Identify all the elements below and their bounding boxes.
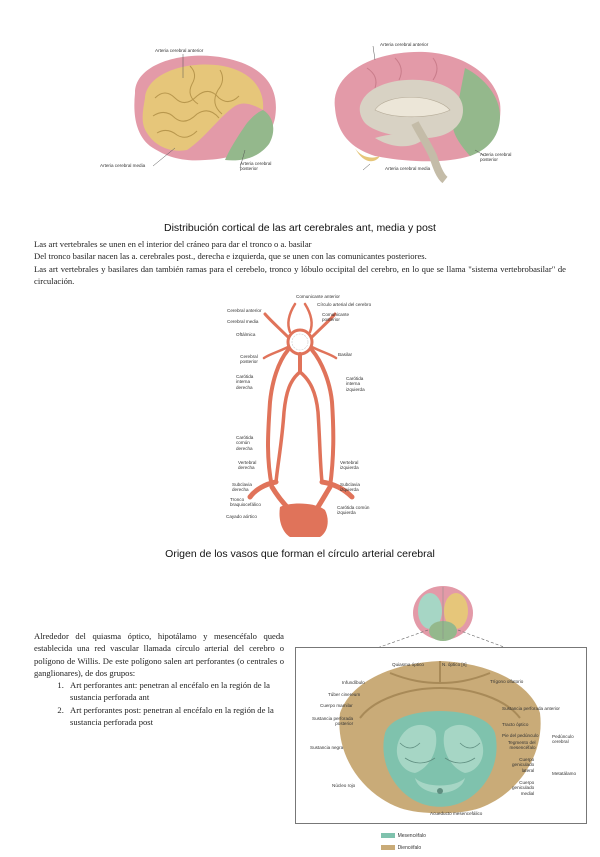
label-vertebral-derecha: Vertebral derecha: [238, 460, 257, 471]
label-cerebral-media: Cerebral media: [227, 319, 259, 324]
legend-label-diencefalo: Diencéfalo: [397, 844, 422, 851]
text-line-3: Las art vertebrales y basilares dan también ramas para el cerebelo, tronco y lóbulo occipital del cerebro, en lo que se llama "sistema vertebrobasilar" de circulación.: [34, 263, 566, 286]
label-nucleo-rojo: Núcleo rojo: [332, 783, 356, 788]
label-nervio-optico: N. óptico [II]: [442, 662, 467, 667]
label-cuerpo-geniculado-lateral: Cuerpo geniculado lateral: [512, 757, 535, 773]
caption-figure-2: Origen de los vasos que forman el círculo arterial cerebral: [165, 548, 435, 560]
paragraph-circle-of-willis: [34, 630, 284, 728]
label-pie-pedunculo: Pie del pedúnculo: [502, 733, 539, 738]
label-oftalmica: Oftálmica: [236, 332, 256, 337]
figure-arterial-origin: [220, 292, 380, 537]
label-vertebral-izquierda: Vertebral izquierda: [340, 460, 359, 471]
label-infundibulo: Infundíbulo: [342, 680, 365, 685]
label-tuber-cinereum: Túber cinereum: [328, 692, 361, 697]
label-cerebral-posterior: Cerebral posterior: [240, 354, 258, 365]
label-basilar: Basilar: [338, 352, 353, 357]
label-subclavia-izquierda: Subclavia izquierda: [340, 482, 360, 493]
legend: [375, 827, 426, 857]
text-line-1: Las art vertebrales se unen en el interior del cráneo para dar el tronco o a. basilar: [34, 239, 312, 249]
label-carotida-comun-izquierda: Carótida común izquierda: [337, 505, 370, 516]
text-willis-intro: Alrededor del quiasma óptico, hipotálamo y mesencéfalo queda establecida una red vascular llamada círculo arterial del cerebro o polígono de Willis. De este polígono salen art perforantes (o centrales o ganglionares), de dos grupos:: [34, 631, 284, 678]
label-lateral-middle: Arteria cerebral media: [100, 163, 146, 168]
label-carotida-comun-derecha: Carótida común derecha: [236, 435, 254, 451]
caption-figure-1: Distribución cortical de las art cerebrales ant, media y post: [164, 222, 436, 234]
label-carotida-interna-izquierda: Carótida interna izquierda: [346, 376, 365, 392]
label-quiasma-optico: Quiasma óptico: [392, 662, 424, 667]
label-comunicante-posterior: Comunicante posterior: [322, 312, 350, 323]
label-pedunculo-cerebral: Pedúnculo cerebral: [552, 734, 574, 745]
label-tegmento-mesencefalo: Tegmento del mesencéfalo: [508, 740, 536, 751]
list-item: 2. Art perforantes post: penetran al encéfalo en la región de la sustancia perforada post: [66, 704, 284, 729]
label-sustancia-perforada-anterior: Sustancia perforada anterior: [502, 706, 560, 711]
label-tronco-braquiocefalico: Tronco braquiocefálico: [230, 497, 261, 508]
label-cerebral-anterior: Cerebral anterior: [227, 308, 262, 313]
figure-brainstem-inferior-view: [290, 585, 590, 851]
label-lateral-anterior: Arteria cerebral anterior: [155, 48, 204, 53]
text-line-2: Del tronco basilar nacen las a. cerebrales post., derecha e izquierda, que se unen con las comunicantes posteriores.: [34, 251, 427, 262]
label-medial-middle: Arteria cerebral media: [385, 166, 431, 171]
label-subclavia-derecha: Subclavia derecha: [232, 482, 252, 493]
list-item: 1. Art perforantes ant: penetran al encéfalo en la región de la sustancia perforada ant: [66, 679, 284, 704]
perforating-arteries-list: [34, 679, 284, 728]
label-lateral-posterior: Arteria cerebral posterior: [240, 161, 272, 172]
label-trigono-olfatorio: Trígono olfatorio: [490, 679, 524, 684]
label-carotida-interna-derecha: Carótida interna derecha: [236, 374, 254, 390]
label-acueducto-mesencefalico: Acueducto mesencefálico: [430, 811, 483, 816]
legend-label-mesencefalo: Mesencéfalo: [397, 832, 426, 839]
label-metatalamo: Metatálamo: [552, 771, 577, 776]
label-medial-posterior: Arteria cerebral posterior: [480, 152, 512, 163]
paragraph-vertebral-system: [34, 238, 566, 287]
label-sustancia-perforada-posterior: Sustancia perforada posterior: [312, 716, 354, 727]
label-circulo-arterial: Círculo arterial del cerebro: [317, 302, 372, 307]
label-cayado-aortico: Cayado aórtico: [226, 514, 257, 519]
label-tracto-optico: Tracto óptico: [502, 722, 529, 727]
legend-swatch-mesencefalo: [381, 833, 395, 838]
figure-cortical-distribution: [95, 38, 515, 188]
label-comunicante-anterior: Comunicante anterior: [296, 294, 340, 299]
label-medial-anterior: Arteria cerebral anterior: [380, 42, 429, 47]
label-sustancia-negra: Sustancia negra: [310, 745, 344, 750]
label-cuerpo-mamilar: Cuerpo mamilar: [320, 703, 353, 708]
label-cuerpo-geniculado-medial: Cuerpo geniculado medial: [512, 780, 535, 796]
